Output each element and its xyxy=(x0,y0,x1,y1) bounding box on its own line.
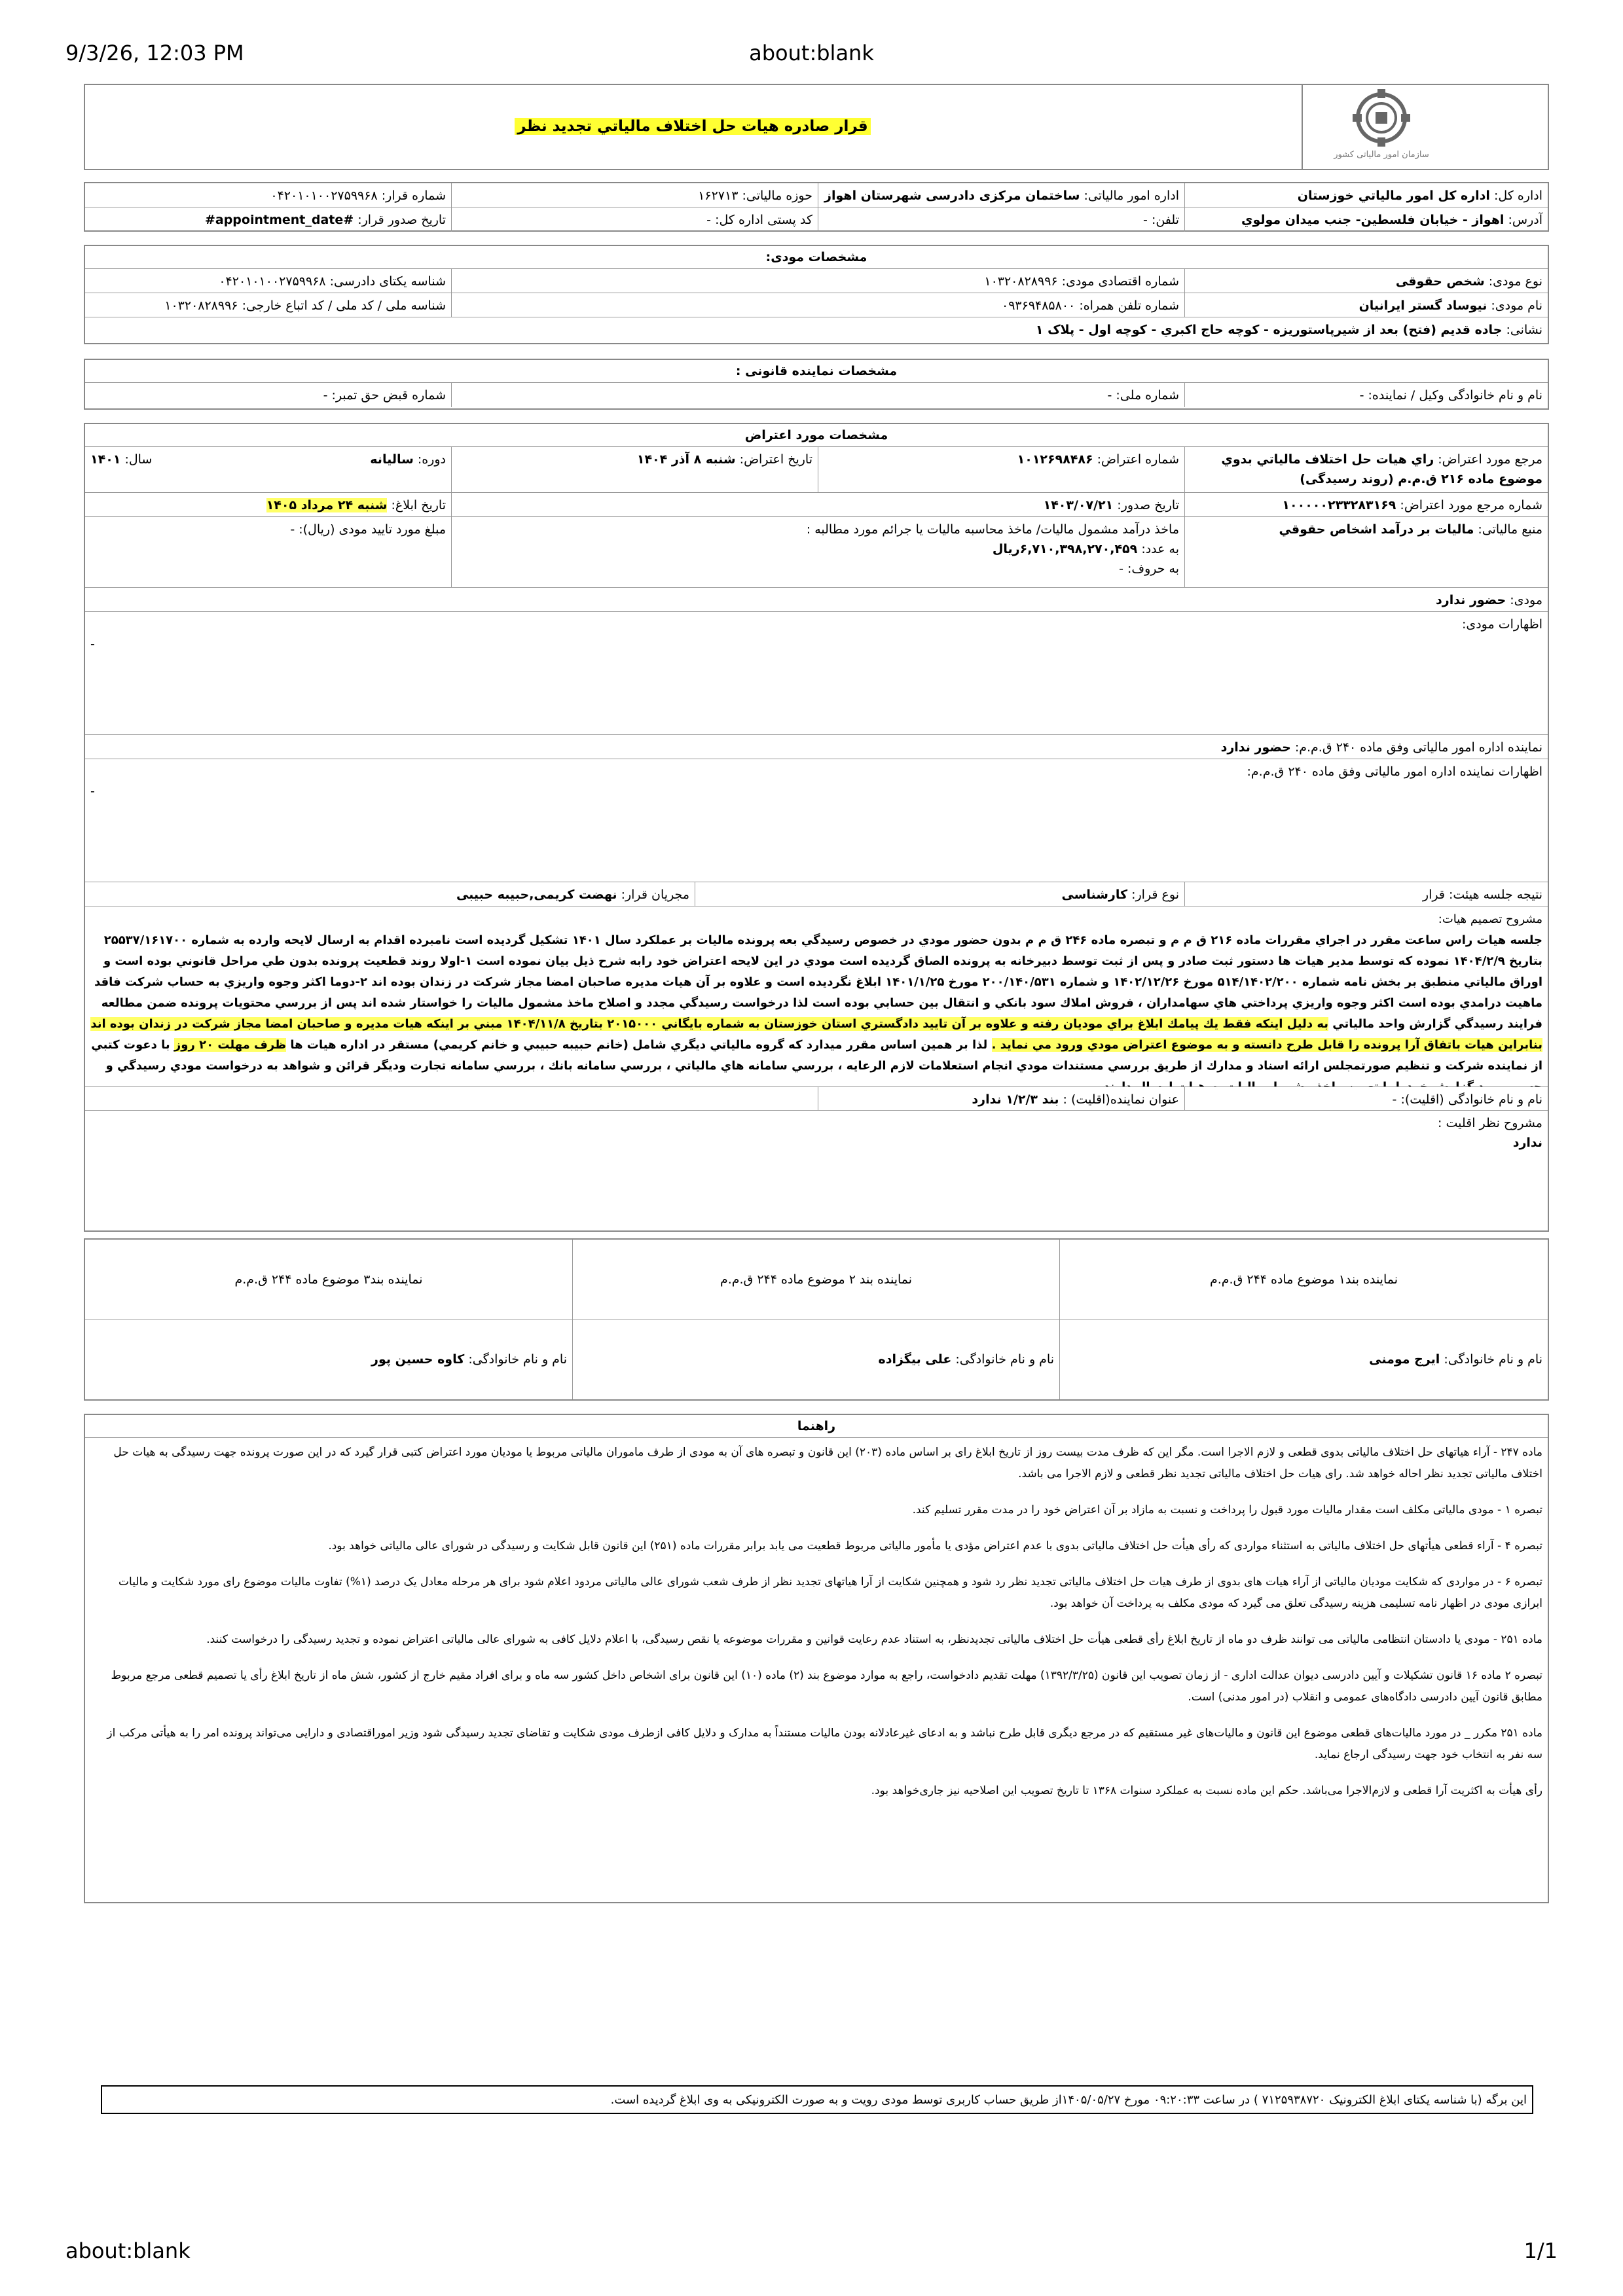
electronic-notice-text: این برگه (با شناسه یکتای ابلاغ الکترونیک ۷۱۲۵۹۳۸۷۲۰ ) در ساعت ۰۹:۲۰:۳۳ مورخ ۱۴۰۵/۰۵/۲۷از طریق حساب کاربری توسط مودی رویت و به صورت الکترونیکی به وی ابلاغ گردیده است. xyxy=(610,2093,1527,2107)
guide-note: تبصره ۴ - آراء قطعی هیأتهای حل اختلاف مالیاتی به استثناء مواردی که رأی هیأت حل اختلاف مالیاتی بدوی با عدم اعتراض مؤدی یا مأمور مالیاتی مربوط قطعیت می یابد برابر مقررات ماده (۲۵۱) این قانون قابل شکایت و رسیدگی در شورای عالی مالیاتی خواهد بود. xyxy=(328,1539,1542,1552)
signatures-block: نماینده بند۱ موضوع ماده ۲۴۴ ق.م.م نماینده بند ۲ موضوع ماده ۲۴۴ ق.م.م نماینده بند۳ موضوع ماده ۲۴۴ ق.م.م نام و نام خانوادگی: ایرج مومنی نام و نام خانوادگی: علی بیگزاده نام و نام خانوادگی: کاوه حسین پور xyxy=(84,1238,1549,1401)
print-page-number: 1/1 xyxy=(1523,2238,1558,2263)
guide-block xyxy=(84,1414,1549,1903)
guide-note: ماده ۲۵۱ مکرر _ در مورد مالیات‌های قطعی موضوع این قانون و مالیات‌های غیر مستقیم که در مرجع دیگری قابل طرح نباشد و به ادعای غیرعادلانه بودن مالیات مستنداً به مدارک و دلایل کافی ازطرف مودی شکایت و تقاضای تجدید رسیدگی شود وزیر اموراقتصادی و دارایی می‌تواند پرونده امر را به هیأتی مرکب از سه نفر به انتخاب خود جهت رسیدگی ارجاع نماید. xyxy=(107,1727,1542,1761)
decision-text-3: با دعوت كتبي از نماينده شركت و تنظيم صورتمجلس ارائه اسناد و مدارك از طريق بررسي مستندات مودي انجام استعلامات لازم الرعايه ، بررسي سامانه هاي مالياتي ، بررسي سامانه بانك ، بررسي سامانه تجارت وديگر قرائن و شواهد به درخواست مودي رسيدگي و xyxy=(91,1038,1542,1073)
minority-block: نام و نام خانوادگی (اقلیت): - عنوان نماینده(اقلیت) : بند ۱/۲/۳ ندارد مشروح نظر اقلیت : ندارد xyxy=(84,1086,1549,1232)
taxpayer-section-title: مشخصات مودی: xyxy=(85,246,1548,269)
guide-note: تبصره ۱ - مودی مالیاتی مکلف است مقدار مالیات مورد قبول را پرداخت و نسبت به مازاد بر آن اعتراض خود را در مدت مقرر تسلیم کند. xyxy=(912,1503,1542,1516)
signature-name-3: کاوه حسین پور xyxy=(371,1352,465,1367)
print-header xyxy=(65,41,1558,73)
signature-role-1: نماینده بند۱ موضوع ماده ۲۴۴ ق.م.م xyxy=(1059,1240,1548,1319)
legal-representative: مشخصات نماینده قانونی : نام و نام خانوادگی وکیل / نماینده: - شماره ملی: - شماره قبض حق تمبر: - xyxy=(84,359,1549,410)
svg-text:سازمان امور مالیاتی کشور: سازمان امور مالیاتی کشور xyxy=(1334,150,1429,160)
tax-logo xyxy=(1303,85,1460,168)
guide-title: راهنما xyxy=(85,1415,1548,1438)
guide-note: ماده ۲۵۱ - مودی یا دادستان انتظامی مالیاتی می توانند ظرف دو ماه از تاریخ ابلاغ رأی قطعی هیأت حل اختلاف مالیاتی تجدیدنظر، به استناد عدم رعایت قوانین و مقررات موضوعه یا نقص رسیدگی، با اعلام دلایل کافی به شورای عالی مالیاتی اعتراض نموده و تجدید رسیدگی را درخواست کنند. xyxy=(206,1633,1542,1646)
print-datetime: 9/3/26, 12:03 PM xyxy=(65,41,244,65)
guide-note: تبصره ۲ ماده ۱۶ قانون تشکیلات و آیین دادرسی دیوان عدالت اداری - از زمان تصویب این قانون (۱۳۹۲/۳/۲۵) مهلت تقدیم دادخواست، راجع به موارد موضوع بند (۲) ماده (۱۰) این قانون برای اشخاص داخل کشور سه ماه و برای افراد مقیم خارج از کشور، شش ماه از تاریخ ابلاغ رأی یا تصمیم قطعی مرجع مربوط مطابق قانون آیین دادرسی دادگاه‌های عمومی و انقلاب (در امور مدنی) است. xyxy=(111,1669,1542,1704)
print-url: about:blank xyxy=(749,41,874,65)
decision-text-2: لذا بر همين اساس مقرر ميدارد كه گروه مالياتي ديگري شامل (خانم حبيبه حبيبي و خانم كريمي) مستقر در اداره هيات ها xyxy=(290,1038,988,1052)
signature-role-2: نماینده بند ۲ موضوع ماده ۲۴۴ ق.م.م xyxy=(572,1240,1059,1319)
guide-note: رأی هیأت به اکثریت آرا قطعی و لازم‌الاجرا می‌باشد. حکم این ماده نسبت به عملکرد سنوات ۱۳۶۸ تا تاریخ تصویب این اصلاحیه نیز جاری‌خواهد بود. xyxy=(871,1784,1542,1797)
decision-highlight-1: به دليل اينكه فقط يك پيامك ابلاغ براي موديان رفته و علاوه بر آن تاييد دادگستري استان خوزستان به شماره بايگاني ۲۰۱۵۰۰۰ بتاريخ ۱۴۰۴/۱۱/۸ مبني بر اينكه هيات مديره و صاحبان امضا مجاز شركت در زندان بوده اند بنابراين هيات باتفاق آرا پرونده را قابل طرح دانسته و به موضوع اعتراض مودي ورود مي نمايد . xyxy=(90,1017,1542,1052)
print-footer xyxy=(65,2238,1558,2271)
guide-note: تبصره ۶ - در مواردی که شکایت مودیان مالیاتی از آراء هیات های بدوی از طرف هیات حل اختلاف مالیاتی تجدید نظر رد شود و همچنین شکایت از آرا هیاتهای تجدید نظر از طرف شعب شورای عالی مالیاتی مردود اعلام شود برای هر مرحله معادل یک درصد (۱%) تفاوت مالیات موضوع رای مورد شکایت و مالیات ابرازی مودی در اظهار نامه تسلیمی هزینه رسیدگی تعلق می گیرد که مودی مکلف به پرداخت آن خواهد بود. xyxy=(119,1575,1542,1610)
decision-text-1: جلسه هيات راس ساعت مقرر در اجراي مقررات ماده ۲۱۶ ق م م و تبصره ماده ۲۴۶ ق م م بدون حضور مودي در خصوص رسيدگي بعه پرونده ماليات بر عملكرد سال ۱۴۰۱ تشكيل گرديده است نامبرده اقدام به ارسال لايحه وارده به شماره ۲۵۵۳۷/۱۶۱۷۰۰ بتاريخ ۱۴۰۴/۲/۹ نموده كه توسط مدير هيات ها دستور ثبت صادر و پس از ثبت توسط دبيرخانه به پرونده الصاق گرديده است مودي در اين لايحه اعتراض خود رابه شرح ذيل بيان نموده است ۱-اولا روند قطعيت پرونده بدون طي مراحل قانوني بوده است و اوراق مالياتي منطبق بر بخش نامه شماره ۵۱۴/۱۴۰۲/۲۰۰ مورخ ۱۴۰۲/۱۲/۲۶ و شماره ۲۰۰/۱۴۰/۵۳۱ مورخ ۱۴۰۱/۱/۲۵ ابلاغ نگرديده است و علاوه بر آن هيات مديره صاحبان امضا مجاز شركت در زندان بوده اند ۲-دوما اكثر وجوه واريزي به حساب شركت فاقد ماهيت درامدي بوده است اكثر وجوه واريزي پرداختي هاي سهامداران ، فروش املاك سود بانكي و انتقال بين حسابي بوده است لذا درخواست رسيدگي مجدد و اصلاح ماخذ مشمول ماليات را خواستار شده اند پس از بررسي محتويات پرونده ضمن مطالعه فرايند رسيدگي گزارش واحد مالياتي xyxy=(94,933,1542,1031)
signature-role-3: نماینده بند۳ موضوع ماده ۲۴۴ ق.م.م xyxy=(234,1272,423,1287)
print-footer-url: about:blank xyxy=(65,2238,191,2263)
title-cell xyxy=(85,85,1300,168)
objection-block: مشخصات مورد اعتراض مرجع مورد اعتراض: راي هيات حل اختلاف مالياتي بدوي موضوع ماده ۲۱۶ ق.م.م (روند رسیدگی) شماره اعتراض: ۱۰۱۲۶۹۸۴۸۶ تاریخ اعتراض: شنبه ۸ آذر ۱۴۰۴ دوره: سالیانه سال: ۱۴۰۱ شماره مرجع مورد اعتراض: ۱۰۰۰۰۰۲۳۳۲۸۳۱۶۹ تاریخ صدور: ۱۴۰۳/۰۷/۲۱ تاریخ ابلاغ: شنبه ۲۴ مرداد ۱۴۰۵ منبع مالیاتی: ماليات بر درآمد اشخاص حقوقي ماخذ درآمد مشمول مالیات/ ماخذ محاسبه مالیات یا جرائم مورد مطالبه : به عدد: ۶,۷۱۰,۳۹۸,۲۷۰,۴۵۹ریال به حروف: - مبلغ مورد تایید مودی (ریال): - مودی: حضور ندارد اظهارات مودی: - نماینده اداره امور مالیاتی وفق ماده ۲۴۰ ق.م.م: حضور ندارد اظهارات نماینده اداره امور مالیاتی وفق ماده ۲۴۰ ق.م.م: - نتیجه جلسه هیئت: قرار نوع قرار: کارشناسی مجریان قرار: نهضت کریمی,حبیبه حبیبی مشروح تصمیم هیات: جلسه هيات راس ساعت مقرر در اجراي مقررات ماده ۲۱۶ ق م م و تبصره ماده ۲۴۶ ق م م بدون حضور مودي در خصوص رسيدگي بعه پرونده ماليات بر عملكرد سال ۱۴۰۱ تشكيل گرديده است نامبرده اقدام به ارسال لايحه وارده به شماره ۲۵۵۳۷/۱۶۱۷۰۰ بتاريخ ۱۴۰۴/۲/۹ نموده كه توسط مدير هيات ها دستور ثبت صادر و پس از ثبت توسط دبيرخانه به پرونده الصاق گرديده است مودي در اين لايحه اعتراض خود رابه شرح ذيل بيان نموده است ۱-اولا روند قطعيت پرونده بدون طي مراحل قانوني بوده است و اوراق مالياتي منطبق بر بخش نامه شماره ۵۱۴/۱۴۰۲/۲۰۰ مورخ ۱۴۰۲/۱۲/۲۶ و شماره ۲۰۰/۱۴۰/۵۳۱ مورخ ۱۴۰۱/۱/۲۵ ابلاغ نگرديده است و علاوه بر آن هيات مديره صاحبان امضا مجاز شركت در زندان بوده اند ۲-دوما اكثر وجوه واريزي به حساب شركت فاقد ماهيت درامدي بوده است اكثر وجوه واريزي پرداختي هاي سهامداران ، فروش املاك سود بانكي و انتقال بين حسابي بوده است لذا درخواست رسيدگي مجدد و اصلاح ماخذ مشمول ماليات را خواستار شده اند پس از بررسي محتويات پرونده ضمن مطالعه فرايند رسيدگي گزارش واحد مالياتي به دليل اينكه فقط يك پيامك ابلاغ براي موديان رفته و علاوه بر آن تاييد دادگستري استان خوزستان به شماره بايگاني ۲۰۱۵۰۰۰ بتاريخ ۱۴۰۴/۱۱/۸ مبني بر اينكه هيات مديره و صاحبان امضا مجاز شركت در زندان بوده اند بنابراين هيات باتفاق آرا پرونده را قابل طرح دانسته و به موضوع اعتراض مودي ورود مي نمايد . لذا بر همين اساس مقرر ميدارد كه گروه مالياتي ديگري شامل (خانم حبيبه حبيبي و خانم كريمي) مستقر در اداره هيات ها ظرف مهلت ۲۰ روز با دعوت كتبي از نماينده شركت و تنظيم صورتمجلس ارائه اسناد و مدارك از طريق بررسي مستندات مودي انجام استعلامات لازم الرعايه ، بررسي سامانه هاي مالياتي ، بررسي سامانه بانك ، بررسي سامانه تجارت وديگر قرائن و شواهد به درخواست مودي رسيدگي و xyxy=(84,423,1549,1232)
electronic-notice xyxy=(101,2085,1533,2114)
taxpayer-info: مشخصات مودی: نوع مودی: شخص حقوقی شماره اقتصادی مودی: ۱۰۳۲۰۸۲۸۹۹۶ شناسه یکتای دادرسی: ۰۴۲۰۱۰۱۰۰۲۷۵۹۹۶۸ نام مودی: نيوساد گستر ايرانيان شماره تلفن همراه: ۰۹۳۶۹۴۸۵۸۰۰ شناسه ملی / کد ملی / کد اتباع خارجی: ۱۰۳۲۰۸۲۸۹۹۶ نشانی: جاده قديم (فتح) بعد از شيرپاستوريزه - كوچه حاج اكبري - كوچه اول - پلاک ۱ xyxy=(84,245,1549,344)
office-info: اداره کل: اداره كل امور مالياتي خوزستان اداره امور مالیاتی: ساختمان مرکزی دادرسی شهرستان اهواز حوزه مالیاتی: ۱۶۲۷۱۳ شماره قرار: ۰۴۲۰۱۰۱۰۰۲۷۵۹۹۶۸ آدرس: اهواز - خيابان فلسطين- جنب ميدان مولوي تلفن: - کد پستی اداره کل: - تاریخ صدور قرار: #appointment_date# xyxy=(84,182,1549,232)
tax-organization-logo-icon xyxy=(1303,85,1460,168)
decision-highlight-2: ظرف مهلت ۲۰ روز xyxy=(173,1038,287,1052)
page-title: قرار صادره هيات حل اختلاف مالياتي تجديد نظر xyxy=(515,118,870,135)
guide-note: ماده ۲۴۷ - آراء هیاتهای حل اختلاف مالیاتی بدوی قطعی و لازم الاجرا است. مگر این که ظرف مدت بیست روز از تاریخ ابلاغ رای بر اساس ماده (۲۰۳) این قانون و تبصره های آن به مودی از طرف ماموران مالیاتی مربوط یا مودیان مورد اعتراض کتبی قرار گیرد که در این صورت پرونده جهت رسیدگی به هیات حل اختلاف مالیاتی تجدید نظر احاله خواهد شد. رای هیات حل اختلاف مالیاتی تجدید نظر قطعی و لازم الاجرا می باشد. xyxy=(113,1446,1542,1480)
signature-name-2: علی بیگزاده xyxy=(878,1352,952,1367)
signature-name-1: ایرج مومنی xyxy=(1369,1352,1440,1367)
